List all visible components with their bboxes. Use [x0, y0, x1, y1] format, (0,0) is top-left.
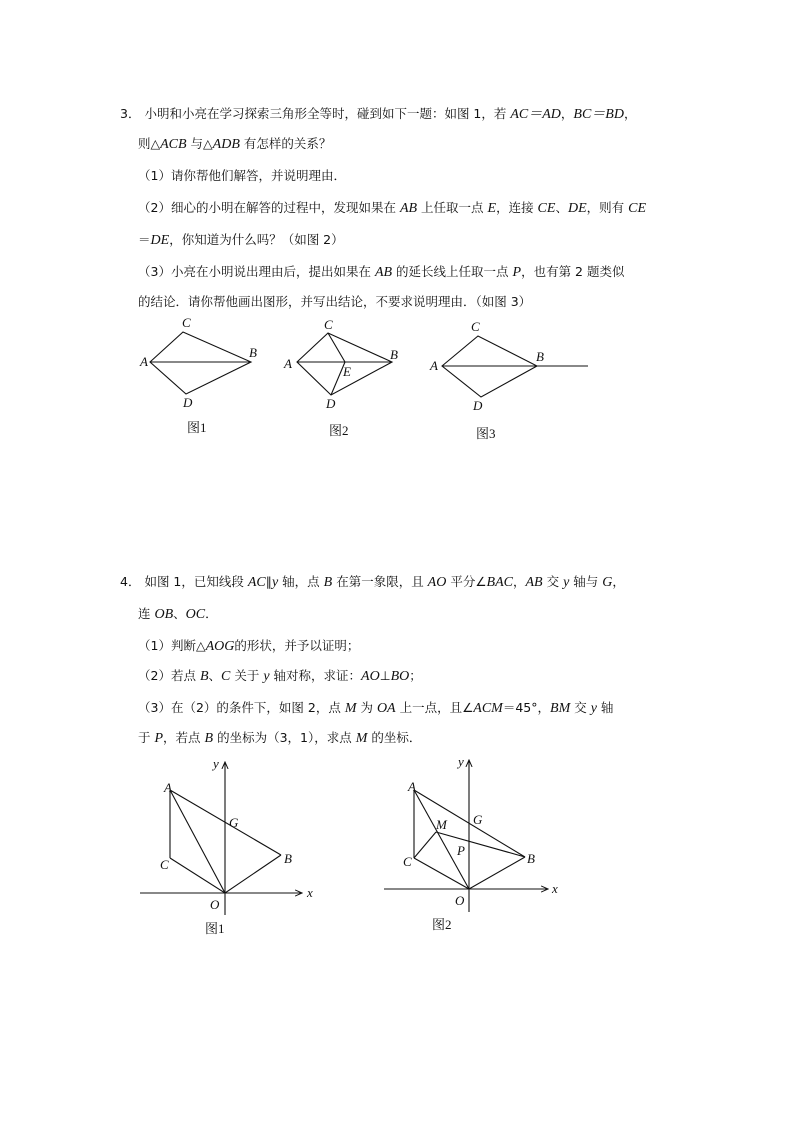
q3-fig3-caption: 图3: [476, 426, 496, 441]
q3-line-1: 3． 小明和小亮在学习探索三角形全等时，碰到如下一题：如图 1，若 AC＝AD，BC＝BD，: [120, 106, 637, 122]
q3-part-3-cont: 的结论．请你帮他画出图形，并写出结论，不要求说明理由．（如图 3）: [138, 294, 532, 309]
q4-fig2-label-y: y: [458, 754, 464, 769]
q4-fig1-label-x: x: [307, 885, 313, 900]
q3-fig2-label-b: B: [390, 347, 398, 362]
q4-number: 4．: [120, 574, 141, 589]
q3-part-3: （3）小亮在小明说出理由后，提出如果在 AB 的延长线上任取一点 P，也有第 2 题类似: [138, 264, 625, 280]
q4-fig1-label-y: y: [213, 756, 219, 771]
q4-fig1-label-g: G: [229, 815, 239, 830]
q3-number: 3．: [120, 106, 141, 121]
q4-fig1-label-c: C: [160, 857, 169, 872]
q4-line-1: 4． 如图 1，已知线段 AC∥y 轴，点 B 在第一象限，且 AO 平分∠BAC，AB 交 y 轴与 G，: [120, 574, 625, 590]
q3-fig2-label-c: C: [324, 317, 333, 332]
q4-fig2-caption: 图2: [432, 917, 452, 932]
q3-line-2: 则△ACB 与△ADB 有怎样的关系？: [138, 136, 332, 152]
q3-fig3-label-b: B: [536, 349, 544, 364]
q4-fig2-label-m: M: [436, 817, 447, 832]
q4-part-3-cont: 于 P，若点 B 的坐标为（3，1），求点 M 的坐标．: [138, 730, 422, 746]
q3-part-2: （2）细心的小明在解答的过程中，发现如果在 AB 上任取一点 E，连接 CE、DE，则有 CE: [138, 200, 646, 216]
q4-line-2: 连 OB、OC．: [138, 606, 218, 622]
q4-fig2-segment-bo: [469, 857, 525, 889]
q4-fig2-label-x: x: [552, 881, 558, 896]
q3-fig1-label-c: C: [182, 315, 191, 330]
q4-fig2-label-c: C: [403, 854, 412, 869]
q3-part-1: （1）请你帮他们解答，并说明理由．: [138, 168, 346, 183]
q3-fig3-label-c: C: [471, 319, 480, 334]
q4-part-1: （1）判断△AOG的形状，并予以证明；: [138, 638, 360, 654]
q3-fig1-caption: 图1: [187, 420, 207, 435]
q4-fig2-label-o: O: [455, 893, 465, 908]
q4-fig1-label-a: A: [164, 780, 172, 795]
q4-fig1-label-o: O: [210, 897, 220, 912]
q4-fig1-label-b: B: [284, 851, 292, 866]
q3-fig1-label-a: A: [140, 354, 148, 369]
q3-fig1-label-b: B: [249, 345, 257, 360]
q3-fig2-label-e: E: [343, 364, 351, 379]
q4-fig2-segment-cm: [414, 832, 436, 858]
q4-part-2: （2）若点 B、C 关于 y 轴对称，求证：AO⊥BO；: [138, 668, 422, 684]
q3-fig3-label-a: A: [430, 358, 438, 373]
q3-fig3-label-d: D: [473, 398, 483, 413]
q4-fig2-label-g: G: [473, 812, 483, 827]
q3-fig2-caption: 图2: [329, 423, 349, 438]
q3-fig2-label-a: A: [284, 356, 292, 371]
q4-fig2-label-p: P: [457, 843, 465, 858]
q4-part-3: （3）在（2）的条件下，如图 2，点 M 为 OA 上一点，且∠ACM＝45°，BM 交 y 轴: [138, 700, 614, 716]
q3-fig1-label-d: D: [183, 395, 193, 410]
q4-fig2-label-b: B: [527, 851, 535, 866]
q4-fig2-label-a: A: [408, 779, 416, 794]
q4-fig1-caption: 图1: [205, 921, 225, 936]
q3-fig2-label-d: D: [326, 396, 336, 411]
q3-part-2-cont: ＝DE，你知道为什么吗？（如图 2）: [138, 232, 344, 248]
